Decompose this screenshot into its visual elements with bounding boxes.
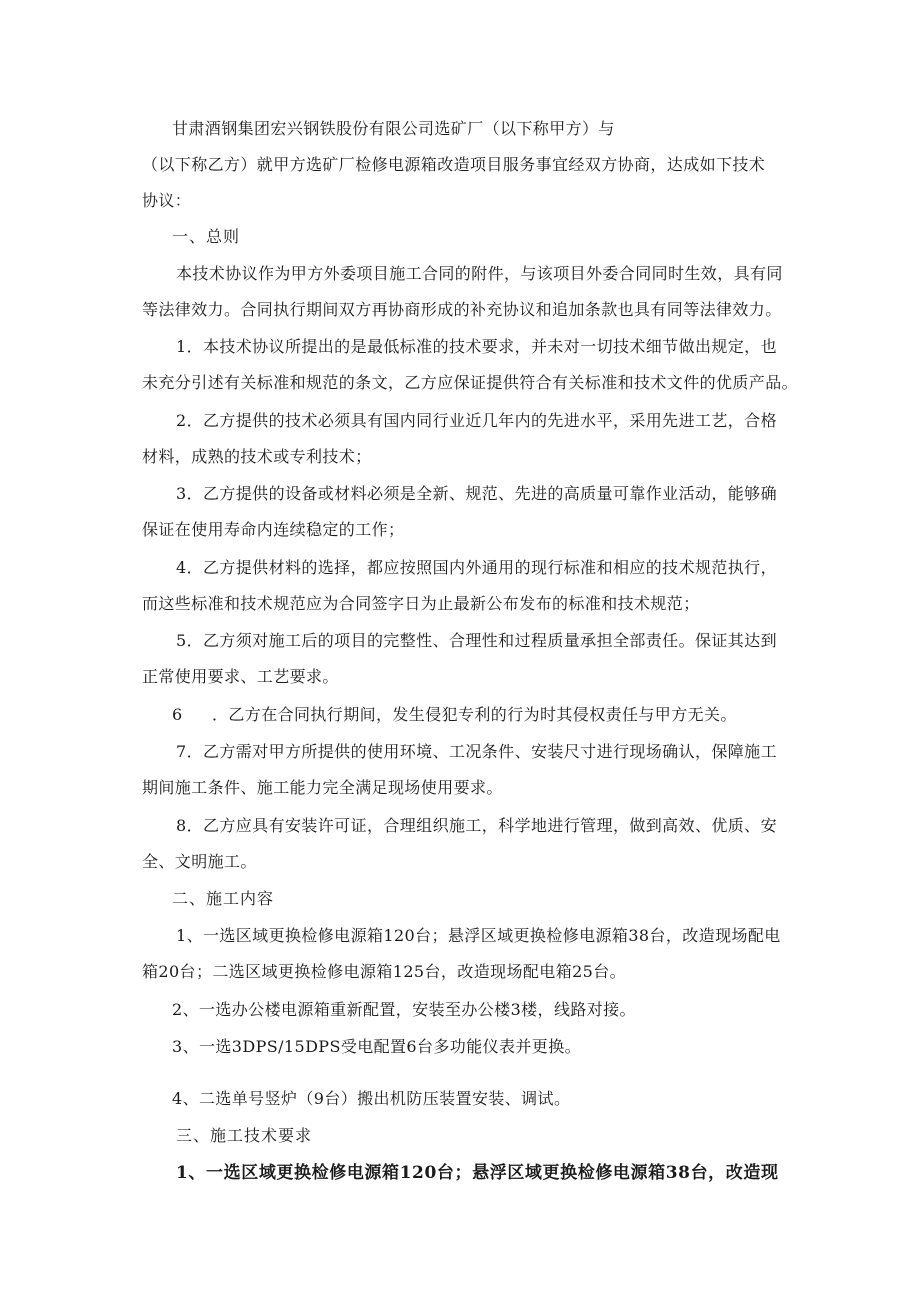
item-1-line-2: 未充分引述有关标准和规范的条文，乙方应保证提供符合有关标准和技术文件的优质产品。 <box>142 373 799 392</box>
section-2-heading: 二、施工内容 <box>172 889 275 908</box>
item-3-line-2: 保证在使用寿命内连续稳定的工作； <box>142 520 405 539</box>
content-item-2: 2、一选办公楼电源箱重新配置，安装至办公楼3楼，线路对接。 <box>172 1000 636 1019</box>
item-4-line-2: 而这些标准和技术规范应为合同签字日为止最新公布发布的标准和技术规范； <box>142 594 700 613</box>
item-6-number: 6 <box>172 705 183 724</box>
section-3-heading: 三、施工技术要求 <box>176 1126 313 1145</box>
section-1-heading: 一、总则 <box>172 227 241 246</box>
general-para-line-2: 等法律效力。合同执行期间双方再协商形成的补充协议和追加条款也具有同等法律效力。 <box>142 300 782 319</box>
content-item-1-line-2: 箱20台；二选区域更换检修电源箱125台，改造现场配电箱25台。 <box>142 962 627 981</box>
item-5-line-2: 正常使用要求、工艺要求。 <box>142 667 339 686</box>
item-2-line-1: 2．乙方提供的技术必须具有国内同行业近几年内的先进水平，采用先进工艺，合格 <box>176 411 777 430</box>
requirement-item-1: 1、一选区域更换检修电源箱120台；悬浮区域更换检修电源箱38台，改造现 <box>176 1163 779 1183</box>
item-1-line-1: 1．本技术协议所提出的是最低标准的技术要求，并未对一切技术细节做出规定，也 <box>176 337 777 356</box>
content-item-1-line-1: 1、一选区域更换检修电源箱120台；悬浮区域更换检修电源箱38台，改造现场配电 <box>176 926 781 945</box>
item-8-line-1: 8．乙方应具有安装许可证，合理组织施工，科学地进行管理，做到高效、优质、安 <box>176 816 777 835</box>
intro-line-2: （以下称乙方）就甲方选矿厂检修电源箱改造项目服务事宜经双方协商，达成如下技术 <box>142 155 766 174</box>
general-para-line-1: 本技术协议作为甲方外委项目施工合同的附件，与该项目外委合同同时生效，具有同 <box>176 264 783 283</box>
item-2-line-2: 材料，成熟的技术或专利技术； <box>142 447 372 466</box>
intro-line-3: 协议： <box>142 191 192 210</box>
item-7-line-2: 期间施工条件、施工能力完全满足现场使用要求。 <box>142 778 503 797</box>
item-3-line-1: 3．乙方提供的设备或材料必须是全新、规范、先进的高质量可靠作业活动，能够确 <box>176 484 777 503</box>
intro-line-1: 甘肃酒钢集团宏兴钢铁股份有限公司选矿厂（以下称甲方）与 <box>172 119 615 138</box>
item-7-line-1: 7．乙方需对甲方所提供的使用环境、工况条件、安装尺寸进行现场确认，保障施工 <box>176 742 777 761</box>
item-4-line-1: 4．乙方提供材料的选择，都应按照国内外通用的现行标准和相应的技术规范执行， <box>176 558 777 577</box>
content-item-3: 3、一选3DPS/15DPS受电配置6台多功能仪表并更换。 <box>172 1037 581 1056</box>
item-5-line-1: 5．乙方须对施工后的项目的完整性、合理性和过程质量承担全部责任。保证其达到 <box>176 631 777 650</box>
item-8-line-2: 全、文明施工。 <box>142 852 257 871</box>
item-6-text: ．乙方在合同执行期间，发生侵犯专利的行为时其侵权责任与甲方无关。 <box>212 705 737 724</box>
content-item-4: 4、二选单号竖炉（9台）搬出机防压装置安装、调试。 <box>172 1089 571 1108</box>
